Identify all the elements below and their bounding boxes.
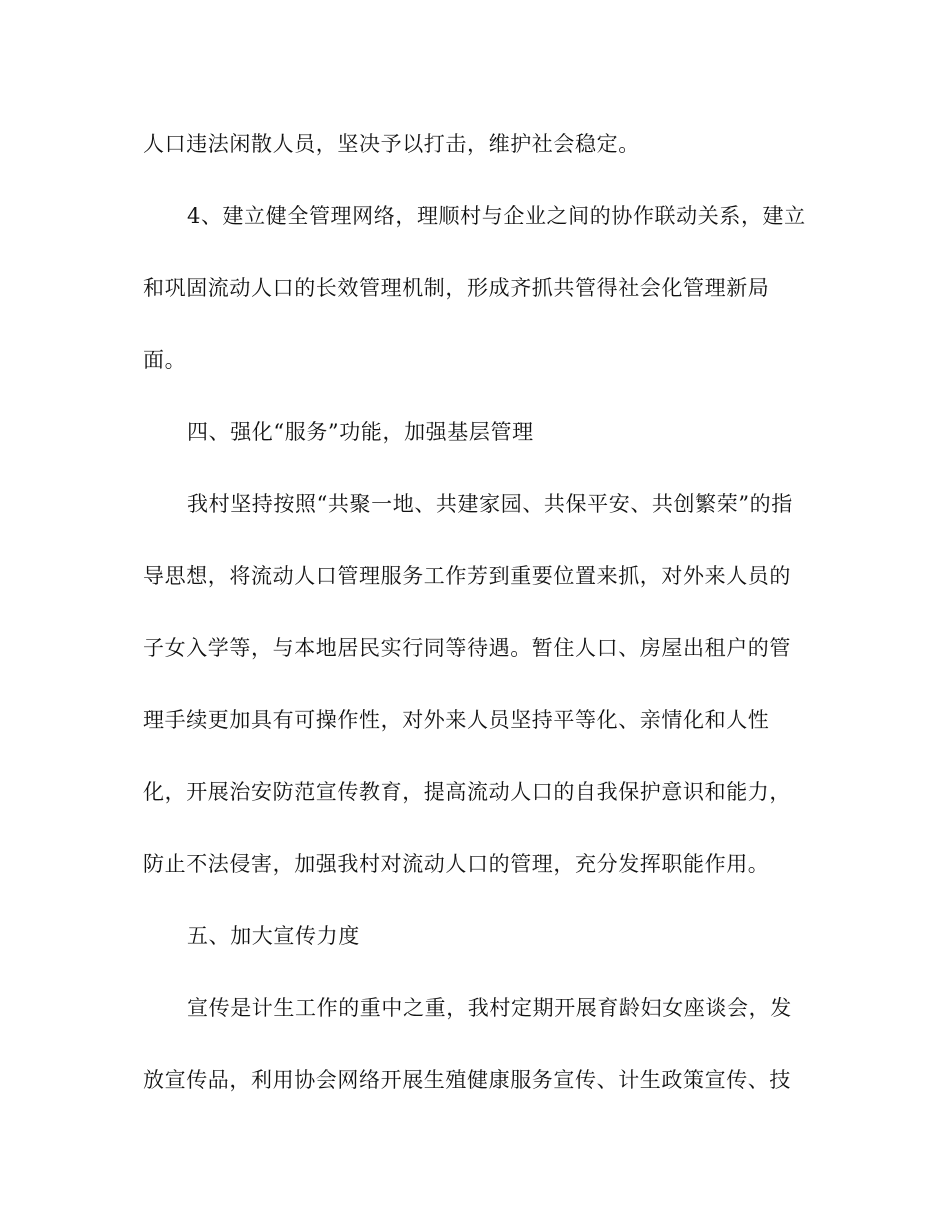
paragraph-line: 子女入学等，与本地居民实行同等待遇。暂住人口、房屋出租户的管 <box>143 636 791 660</box>
paragraph-line: 防止不法侵害，加强我村对流动人口的管理，充分发挥职能作用。 <box>143 852 770 876</box>
paragraph-line: 人口违法闲散人员，坚决予以打击，维护社会稳定。 <box>143 132 640 156</box>
section-heading: 五、加大宣传力度 <box>187 924 360 948</box>
paragraph-line: 导思想，将流动人口管理服务工作芳到重要位置来抓，对外来人员的 <box>143 564 791 588</box>
paragraph-line: 理手续更加具有可操作性，对外来人员坚持平等化、亲情化和人性 <box>143 708 770 732</box>
section-heading: 四、强化“服务”功能，加强基层管理 <box>187 420 534 444</box>
paragraph-line: 宣传是计生工作的重中之重，我村定期开展育龄妇女座谈会，发 <box>187 996 792 1020</box>
paragraph-line: 面。 <box>143 348 187 372</box>
paragraph-line: 化，开展治安防范宣传教育，提高流动人口的自我保护意识和能力， <box>143 780 791 804</box>
paragraph-line: 我村坚持按照“共聚一地、共建家园、共保平安、共创繁荣”的指 <box>187 492 793 516</box>
paragraph-line: 放宣传品，利用协会网络开展生殖健康服务宣传、计生政策宣传、技 <box>143 1068 791 1092</box>
paragraph-line: 4、建立健全管理网络，理顺村与企业之间的协作联动关系，建立 <box>187 204 806 228</box>
paragraph-line: 和巩固流动人口的长效管理机制，形成齐抓共管得社会化管理新局 <box>143 276 770 300</box>
